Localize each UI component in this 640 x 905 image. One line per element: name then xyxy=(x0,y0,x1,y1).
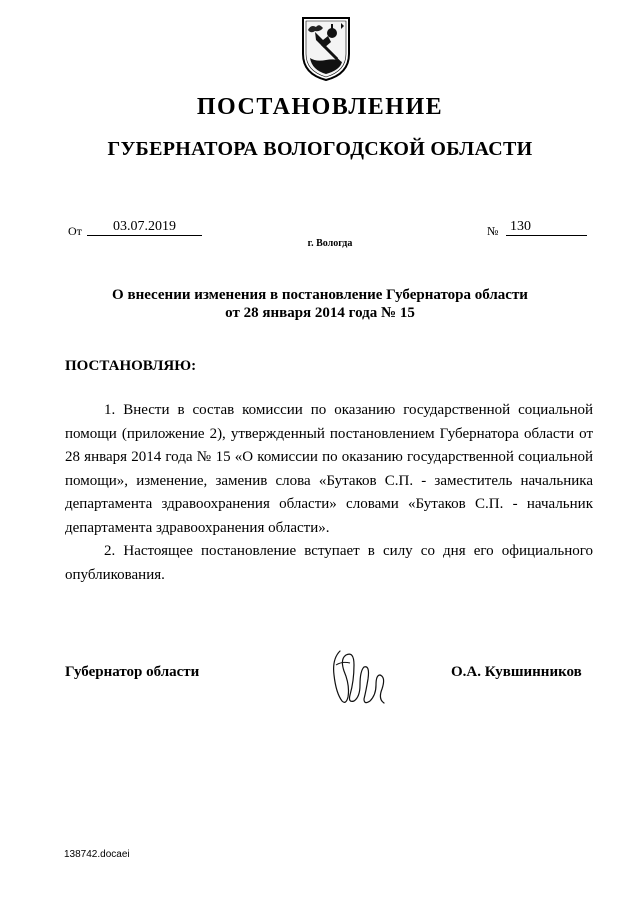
subject-line-2: от 28 января 2014 года № 15 xyxy=(225,305,415,321)
document-number: 130 xyxy=(506,218,587,236)
number-label: № xyxy=(487,224,499,238)
footer-filename: 138742.docaei xyxy=(64,849,130,860)
city-label: г. Вологда xyxy=(307,238,353,249)
coat-of-arms-icon xyxy=(301,14,351,82)
subject-line-1: О внесении изменения в постановление Губернатора области xyxy=(112,287,528,303)
paragraph-2: 2. Настоящее постановление вступает в силу со дня его официального опубликования. xyxy=(65,543,593,583)
document-body xyxy=(65,399,593,587)
signer-position: Губернатор области xyxy=(65,664,200,680)
document-issuer: ГУБЕРНАТОРА ВОЛОГОДСКОЙ ОБЛАСТИ xyxy=(107,138,533,160)
document-date: 03.07.2019 xyxy=(87,218,202,236)
document-subject xyxy=(0,286,640,322)
handwritten-signature xyxy=(328,645,392,707)
signer-name: О.А. Кувшинников xyxy=(451,664,582,680)
decree-heading: ПОСТАНОВЛЯЮ: xyxy=(65,358,197,374)
document-title: ПОСТАНОВЛЕНИЕ xyxy=(196,94,444,120)
paragraph-1: 1. Внести в состав комиссии по оказанию государственной социальной помощи (приложение 2), утвержденный постановлением Губернатора области от 28 января 2014 года № 15 «О комиссии по оказанию государственной социальной помощи», изменение, заменив слова «Бутаков С.П. - заместитель начальника департамента здравоохранения области» словами «Бутаков С.П. - начальник департамента здравоохранения области». xyxy=(65,402,593,536)
date-label: От xyxy=(68,224,82,238)
